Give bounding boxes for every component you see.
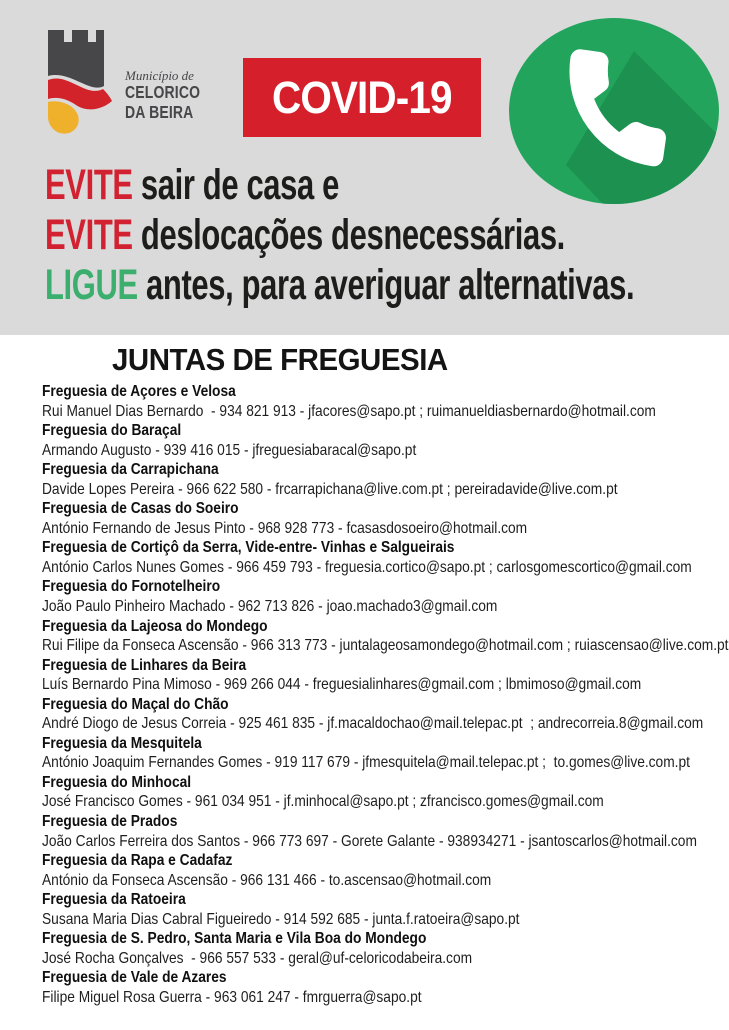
logo-name-line1: CELORICO bbox=[125, 82, 201, 102]
freguesia-contact: Filipe Miguel Rosa Guerra - 963 061 247 - fmrguerra@sapo.pt bbox=[42, 988, 422, 1006]
freguesia-entry bbox=[42, 382, 729, 421]
freguesia-entry bbox=[42, 421, 729, 460]
freguesia-entry bbox=[42, 929, 729, 968]
freguesia-entry bbox=[42, 773, 729, 812]
castle-crest-icon bbox=[46, 28, 114, 138]
municipality-logo bbox=[46, 28, 219, 138]
freguesia-contact: António Joaquim Fernandes Gomes - 919 117 679 - jfmesquitela@mail.telepac.pt ; to.gomes@live.com.pt bbox=[42, 754, 690, 772]
freguesia-contact: António da Fonseca Ascensão - 966 131 466 - to.ascensao@hotmail.com bbox=[42, 871, 492, 889]
freguesia-name: Freguesia de Prados bbox=[42, 813, 178, 831]
message-line bbox=[45, 210, 634, 260]
freguesia-entry bbox=[42, 890, 729, 929]
message-highlight: EVITE bbox=[45, 161, 133, 209]
freguesia-contact: João Paulo Pinheiro Machado - 962 713 826 - joao.machado3@gmail.com bbox=[42, 598, 498, 616]
freguesia-contact: José Francisco Gomes - 961 034 951 - jf.minhocal@sapo.pt ; zfrancisco.gomes@gmail.com bbox=[42, 793, 604, 811]
freguesia-contact: Rui Manuel Dias Bernardo - 934 821 913 - jfacores@sapo.pt ; ruimanueldiasbernardo@hotmail.com bbox=[42, 402, 656, 420]
freguesia-entry bbox=[42, 812, 729, 851]
freguesia-contact: João Carlos Ferreira dos Santos - 966 773 697 - Gorete Galante - 938934271 - jsantoscarlos@hotmail.com bbox=[42, 832, 697, 850]
freguesia-name: Freguesia do Fornotelheiro bbox=[42, 578, 221, 596]
freguesia-name: Freguesia de Vale de Azares bbox=[42, 969, 227, 987]
freguesia-name: Freguesia de Cortiçô da Serra, Vide-entre- Vinhas e Salgueirais bbox=[42, 539, 455, 557]
freguesia-contact: António Carlos Nunes Gomes - 966 459 793 - freguesia.cortico@sapo.pt ; carlosgomescortico@gmail.com bbox=[42, 558, 692, 576]
freguesia-name: Freguesia do Baraçal bbox=[42, 422, 182, 440]
freguesia-entry bbox=[42, 577, 729, 616]
freguesia-entry bbox=[42, 656, 729, 695]
freguesia-entry bbox=[42, 617, 729, 656]
freguesia-contact: Davide Lopes Pereira - 966 622 580 - frcarrapichana@live.com.pt ; pereiradavide@live.com.pt bbox=[42, 480, 618, 498]
freguesia-contact: Susana Maria Dias Cabral Figueiredo - 914 592 685 - junta.f.ratoeira@sapo.pt bbox=[42, 910, 520, 928]
freguesia-entry bbox=[42, 695, 729, 734]
message-line bbox=[45, 260, 634, 310]
covid-badge bbox=[243, 58, 481, 137]
message-rest: deslocações desnecessárias. bbox=[132, 211, 565, 259]
freguesia-name: Freguesia de Açores e Velosa bbox=[42, 383, 236, 400]
freguesia-contact: Luís Bernardo Pina Mimoso - 969 266 044 - freguesialinhares@gmail.com ; lbmimoso@gmail.com bbox=[42, 676, 642, 694]
logo-name-line2: DA BEIRA bbox=[125, 101, 194, 122]
message-rest: sair de casa e bbox=[132, 161, 339, 209]
page-title: JUNTAS DE FREGUESIA bbox=[112, 342, 448, 377]
freguesia-entry bbox=[42, 499, 729, 538]
freguesia-contact: José Rocha Gonçalves - 966 557 533 - geral@uf-celoricodabeira.com bbox=[42, 949, 473, 967]
freguesia-name: Freguesia da Ratoeira bbox=[42, 891, 186, 909]
freguesia-name: Freguesia do Minhocal bbox=[42, 773, 192, 791]
freguesia-entry bbox=[42, 968, 729, 1007]
freguesia-name: Freguesia da Lajeosa do Mondego bbox=[42, 617, 268, 635]
freguesia-name: Freguesia da Rapa e Cadafaz bbox=[42, 852, 233, 870]
freguesia-entry bbox=[42, 734, 729, 773]
freguesia-entry bbox=[42, 538, 729, 577]
message-highlight: LIGUE bbox=[45, 261, 138, 309]
freguesia-contact: António Fernando de Jesus Pinto - 968 928 773 - fcasasdosoeiro@hotmail.com bbox=[42, 519, 528, 537]
header bbox=[0, 0, 729, 335]
freguesia-name: Freguesia de S. Pedro, Santa Maria e Vila Boa do Mondego bbox=[42, 930, 427, 948]
message-rest: antes, para averiguar alternativas. bbox=[137, 261, 635, 309]
freguesia-name: Freguesia de Linhares da Beira bbox=[42, 656, 247, 674]
freguesia-contact: Rui Filipe da Fonseca Ascensão - 966 313 773 - juntalageosamondego@hotmail.com ; ruiascensao@live.com.pt bbox=[42, 637, 729, 655]
freguesia-contact: André Diogo de Jesus Correia - 925 461 835 - jf.macaldochao@mail.telepac.pt ; andrecorreia.8@gmail.com bbox=[42, 715, 704, 733]
freguesia-entry bbox=[42, 460, 729, 499]
freguesia-name: Freguesia de Casas do Soeiro bbox=[42, 500, 239, 518]
freguesia-list bbox=[0, 382, 729, 1008]
content bbox=[0, 335, 729, 1008]
freguesia-name: Freguesia da Carrapichana bbox=[42, 461, 219, 479]
advisory-message bbox=[45, 160, 729, 310]
freguesia-name: Freguesia da Mesquitela bbox=[42, 734, 202, 752]
freguesia-entry bbox=[42, 851, 729, 890]
logo-municipio-label: Município de bbox=[125, 68, 194, 83]
freguesia-name: Freguesia do Maçal do Chão bbox=[42, 695, 229, 713]
covid-label: COVID-19 bbox=[272, 71, 452, 123]
logo-text bbox=[125, 28, 219, 138]
message-line bbox=[45, 160, 634, 210]
freguesia-contact: Armando Augusto - 939 416 015 - jfreguesiabaracal@sapo.pt bbox=[42, 441, 417, 459]
message-highlight: EVITE bbox=[45, 211, 133, 259]
